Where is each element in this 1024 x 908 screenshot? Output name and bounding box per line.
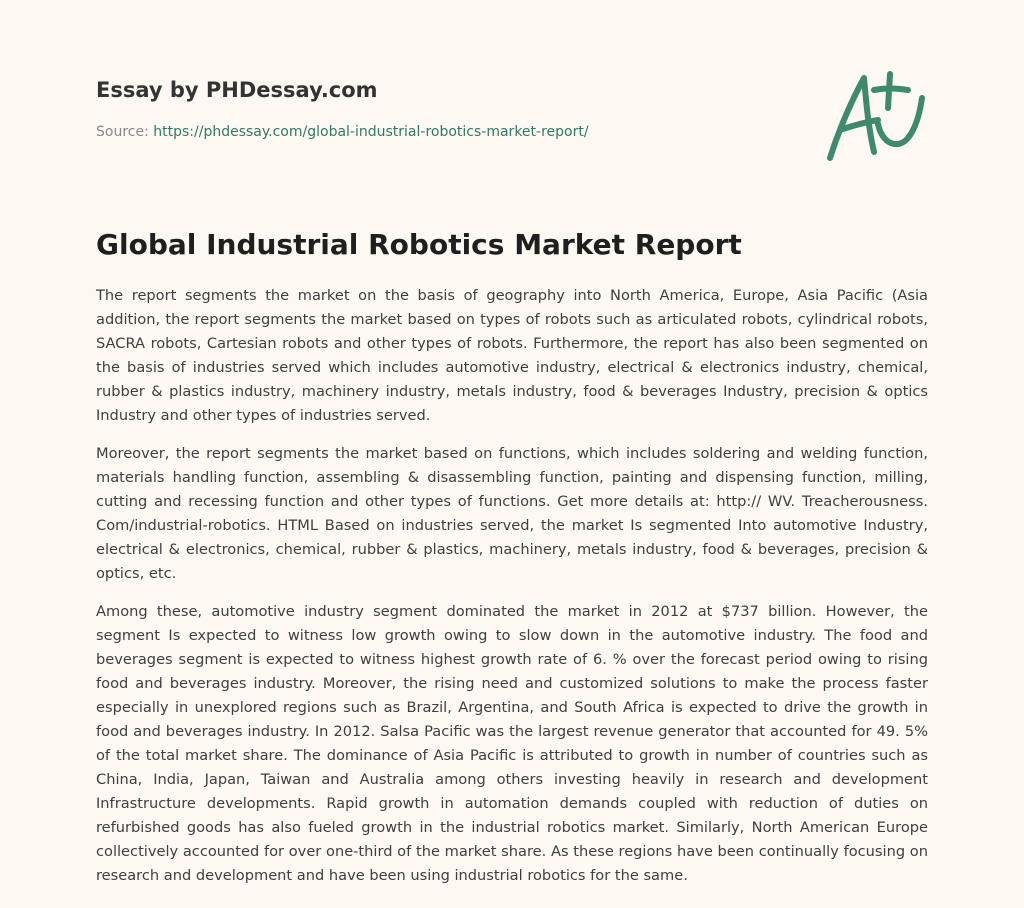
page-header: [96, 76, 796, 142]
paragraph: Moreover, the report segments the market based on functions, which includes soldering and welding function, materials handling function, assembling & disassembling function, painting and dispensing function, milling, cutting and recessing function and other types of functions. Get more details at: http:// WV. Treacherousness. Com/industrial-robotics. HTML Based on industries served, the market Is segmented Into automotive Industry, electrical & electronics, chemical, rubber & plastics, machinery, metals industry, food & beverages, precision & optics, etc.: [96, 445, 928, 582]
source-link[interactable]: https://phdessay.com/global-industrial-robotics-market-report/: [153, 124, 589, 140]
source-label: Source:: [96, 124, 149, 140]
paragraph: The report segments the market on the basis of geography into North America, Europe, Asia Pacific (Asia addition, the report segments the market based on types of robots such as articulated robots, cylindrical robots, SACRA robots, Cartesian robots and other types of robots. Furthermore, the report has also been segmented on the basis of industries served which includes automotive industry, electrical & electronics industry, chemical, rubber & plastics industry, machinery industry, metals industry, food & beverages Industry, precision & optics Industry and other types of industries served.: [96, 287, 928, 424]
site-brand: Essay by PHDessay.com: [96, 78, 378, 102]
source-line: [96, 122, 796, 142]
article-body: [96, 284, 928, 902]
paragraph: Among these, automotive industry segment dominated the market in 2012 at $737 billion. However, the segment Is expected to witness low growth owing to slow down in the automotive industry. The food and beverages segment is expected to witness highest growth rate of 6. % over the forecast period owing to rising food and beverages industry. Moreover, the rising need and customized solutions to make the process faster especially in unexplored regions such as Brazil, Argentina, and South Africa is expected to drive the growth in food and beverages industry. In 2012. Salsa Pacific was the largest revenue generator that accounted for 49. 5% of the total market share. The dominance of Asia Pacific is attributed to growth in number of countries such as China, India, Japan, Taiwan and Australia among others investing heavily in research and development Infrastructure developments. Rapid growth in automation demands coupled with reduction of duties on refurbished goods has also fueled growth in the industrial robotics market. Similarly, North American Europe collectively accounted for over one-third of the market share. As these regions have been continually focusing on research and development and have been using industrial robotics for the same.: [96, 603, 928, 884]
article-title: Global Industrial Robotics Market Report: [96, 228, 742, 261]
a-plus-grade-icon: [822, 66, 926, 166]
